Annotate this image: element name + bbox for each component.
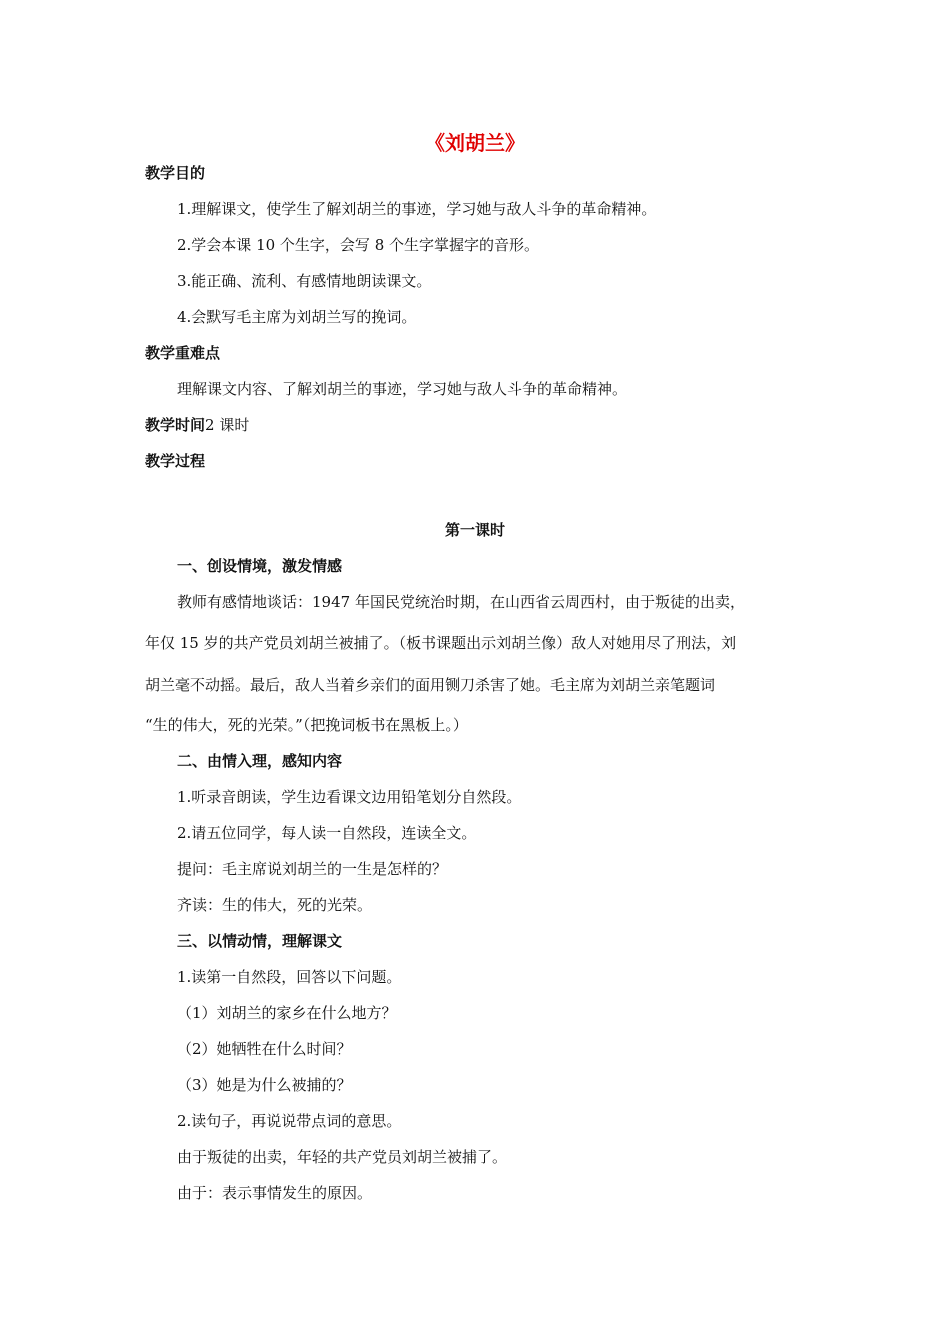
paragraph-line: 2.请五位同学，每人读一自然段，连读全文。 [177, 824, 477, 842]
objective-item: 1.理解课文，使学生了解刘胡兰的事迹，学习她与敌人斗争的革命精神。 [177, 200, 657, 218]
key-points-heading: 教学重难点 [145, 344, 221, 362]
paragraph-line: 1.读第一自然段，回答以下问题。 [177, 968, 402, 986]
teaching-time-heading: 教学时间 [145, 416, 206, 434]
objective-item: 2.学会本课 10 个生字，会写 8 个生字掌握字的音形。 [177, 236, 540, 254]
process-heading: 教学过程 [145, 452, 206, 470]
teaching-time [145, 415, 249, 435]
paragraph-line: 2.读句子，再说说带点词的意思。 [177, 1112, 402, 1130]
key-points-text: 理解课文内容、了解刘胡兰的事迹，学习她与敌人斗争的革命精神。 [177, 380, 628, 398]
paragraph-line: 教师有感情地谈话：1947 年国民党统治时期，在山西省云周西村，由于叛徒的出卖， [177, 593, 745, 611]
paragraph-line: 齐读：生的伟大，死的光荣。 [177, 896, 373, 914]
paragraph-line: “生的伟大，死的光荣。”（把挽词板书在黑板上。） [145, 716, 468, 734]
objective-item: 4.会默写毛主席为刘胡兰写的挽词。 [177, 308, 417, 326]
paragraph-line: （1）刘胡兰的家乡在什么地方？ [177, 1004, 397, 1022]
paragraph-line: 由于叛徒的出卖，年轻的共产党员刘胡兰被捕了。 [177, 1148, 508, 1166]
paragraph-line: 胡兰毫不动摇。最后，敌人当着乡亲们的面用铡刀杀害了她。毛主席为刘胡兰亲笔题词 [145, 676, 716, 694]
paragraph-line: （3）她是为什么被捕的？ [177, 1076, 352, 1094]
paragraph-line: 由于：表示事情发生的原因。 [177, 1184, 373, 1202]
paragraph-line: 年仅 15 岁的共产党员刘胡兰被捕了。（板书课题出示刘胡兰像）敌人对她用尽了刑法，刘 [145, 634, 737, 652]
teaching-time-value: 2 课时 [205, 416, 250, 434]
paragraph-line: 1.听录音朗读，学生边看课文边用铅笔划分自然段。 [177, 788, 522, 806]
paragraph-line: （2）她牺牲在什么时间？ [177, 1040, 352, 1058]
document-title: 《刘胡兰》 [425, 131, 525, 155]
lesson-heading: 第一课时 [444, 521, 505, 539]
objectives-heading: 教学目的 [145, 164, 206, 182]
section-heading: 二、由情入理，感知内容 [177, 752, 343, 770]
objective-item: 3.能正确、流利、有感情地朗读课文。 [177, 272, 432, 290]
paragraph-line: 提问：毛主席说刘胡兰的一生是怎样的？ [177, 860, 448, 878]
section-heading: 三、以情动情，理解课文 [177, 932, 343, 950]
section-heading: 一、创设情境，激发情感 [177, 557, 343, 575]
